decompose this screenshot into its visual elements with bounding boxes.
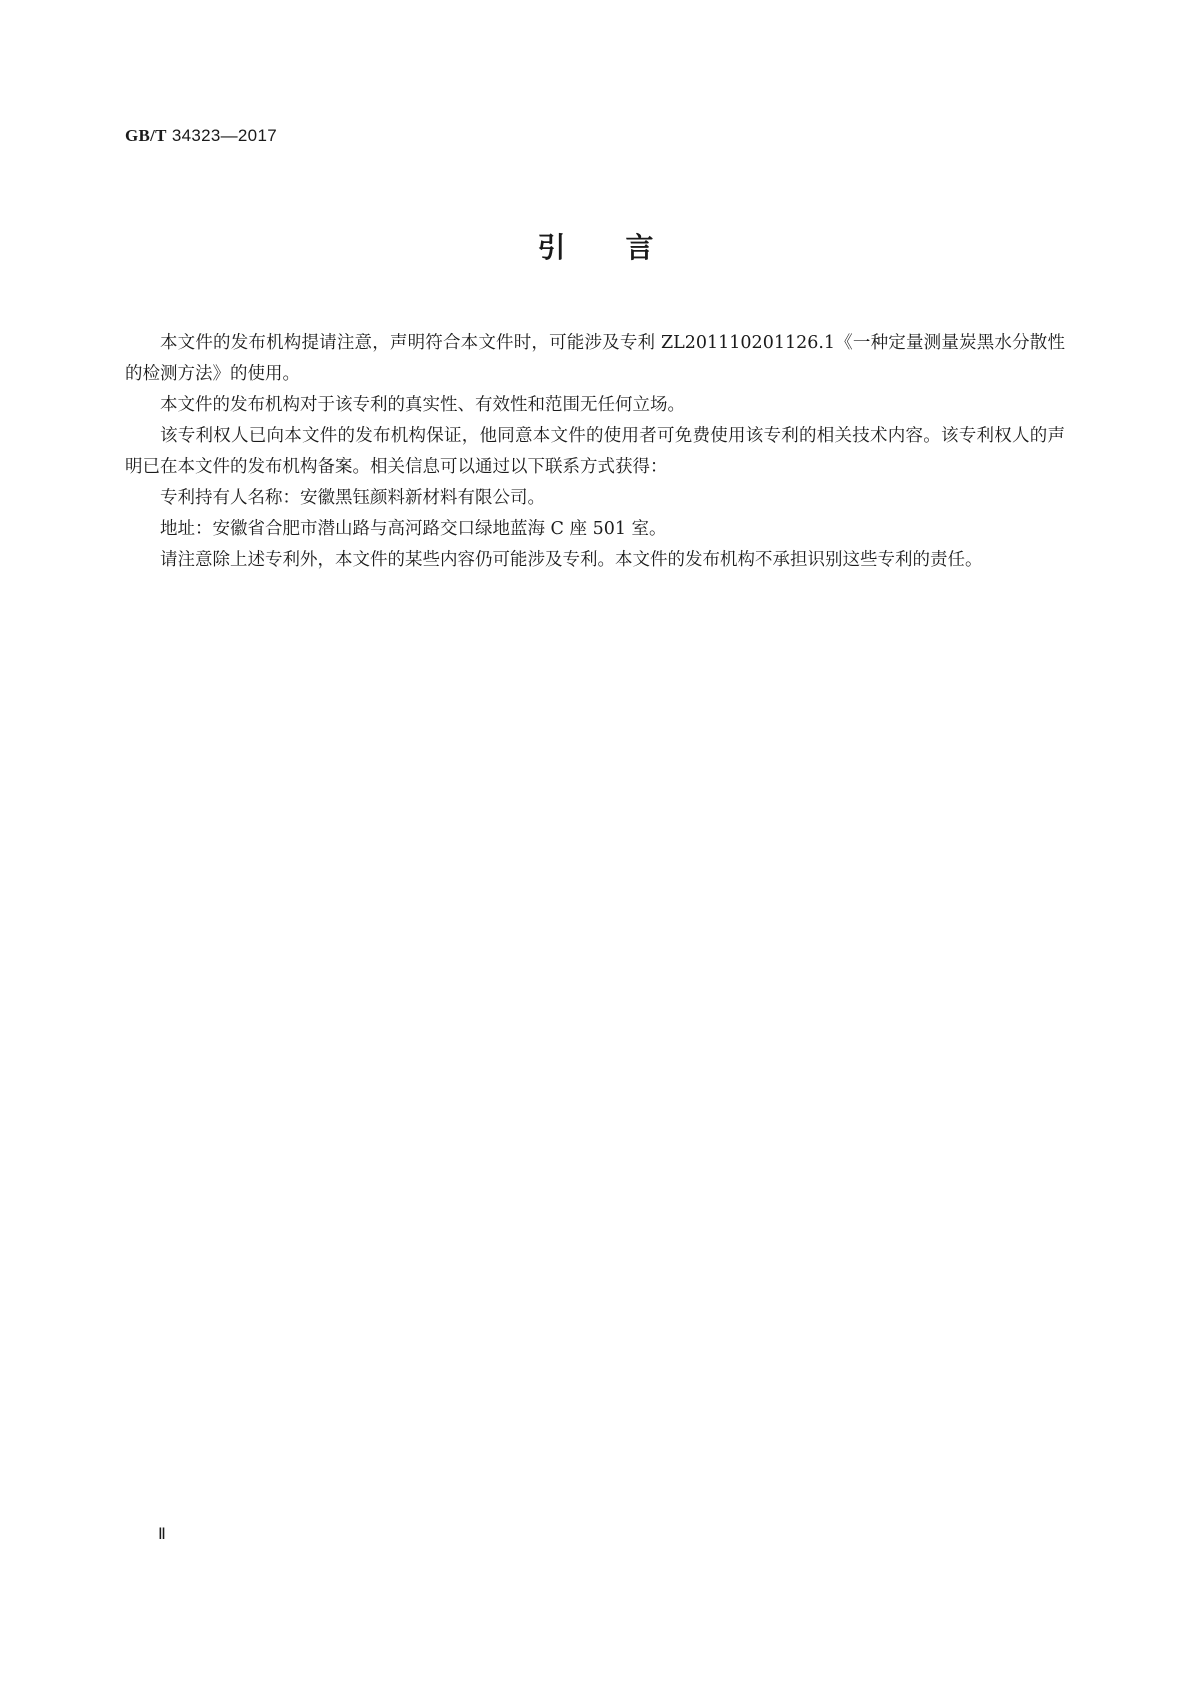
title-char-2: 言 (625, 231, 654, 264)
title-char-1: 引 (537, 231, 566, 264)
paragraph-other-patents: 请注意除上述专利外，本文件的某些内容仍可能涉及专利。本文件的发布机构不承担识别这些专利的责任。 (160, 550, 983, 570)
paragraph-holder-name: 专利持有人名称：安徽黑钰颜料新材料有限公司。 (160, 488, 545, 508)
body-text (125, 328, 1065, 576)
standard-code: 34323—2017 (171, 126, 277, 145)
paragraph-no-position: 本文件的发布机构对于该专利的真实性、有效性和范围无任何立场。 (160, 395, 685, 415)
page-title (0, 226, 1191, 266)
page-number: Ⅱ (158, 1526, 166, 1543)
standard-number (125, 126, 277, 146)
paragraph-patent-notice: 本文件的发布机构提请注意，声明符合本文件时，可能涉及专利 ZL201110201126.1《一种定量测量炭黑水分散性的检测方法》的使用。 (125, 333, 1065, 384)
paragraph-patent-holder-guarantee: 该专利权人已向本文件的发布机构保证，他同意本文件的使用者可免费使用该专利的相关技术内容。该专利权人的声明已在本文件的发布机构备案。相关信息可以通过以下联系方式获得： (125, 426, 1065, 477)
paragraph-address: 地址：安徽省合肥市潜山路与高河路交口绿地蓝海 C 座 501 室。 (160, 519, 667, 539)
standard-prefix: GB/T (125, 126, 167, 145)
